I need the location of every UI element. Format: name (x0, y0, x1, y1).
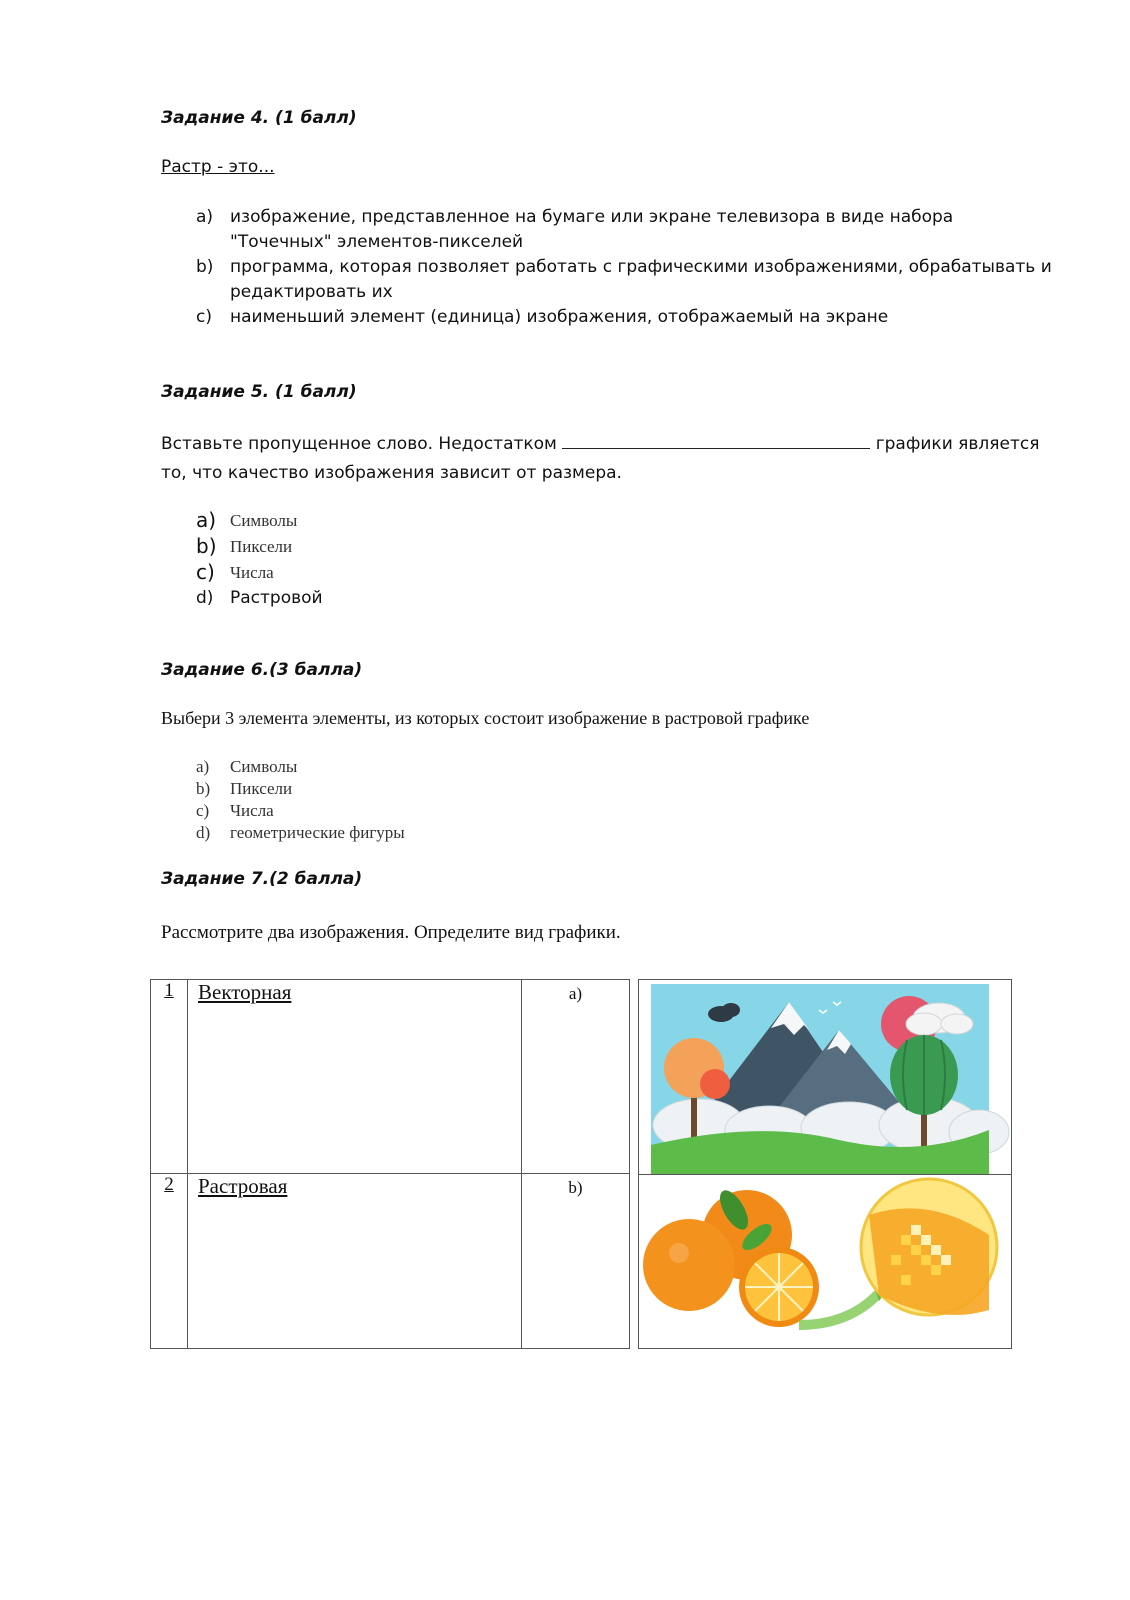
option-text: изображение, представленное на бумаге или экране телевизора в виде набора "Точечных" элементов-пикселей (230, 207, 954, 252)
graphics-type-label: Векторная (198, 980, 292, 1004)
image-letter-cell (522, 1174, 630, 1349)
task6-question: Выбери 3 элемента элементы, из которых состоит изображение в растровой графике (161, 708, 810, 728)
list-item (196, 756, 596, 778)
option-marker: a) (196, 508, 217, 532)
option-text: Символы (230, 757, 298, 776)
vector-landscape-image (639, 980, 1011, 1175)
row-number-cell (151, 1174, 188, 1349)
option-text: программа, которая позволяет работать с графическими изображениями, обрабатывать и редактировать их (230, 257, 1052, 302)
option-text: Растровой (230, 588, 323, 608)
task6-heading: Задание 6.(3 балла) (161, 660, 363, 680)
option-text: наименьший элемент (единица) изображения, отображаемый на экране (230, 307, 889, 327)
image-letter: a) (568, 984, 583, 1003)
task4-options (196, 205, 1056, 330)
task5-question-start: Вставьте пропущенное слово. Недостатком (161, 434, 557, 454)
task6-options (196, 756, 596, 844)
row-number: 1 (164, 980, 174, 1001)
option-marker: d) (196, 823, 211, 842)
row-number-cell (151, 980, 188, 1174)
task5-question-line2: то, что качество изображения зависит от размера. (161, 463, 622, 483)
list-item (196, 560, 596, 586)
task5-heading: Задание 5. (1 балл) (161, 382, 357, 402)
list-item (196, 305, 1056, 330)
option-marker: b) (196, 779, 211, 798)
table-row (151, 1174, 630, 1349)
raster-oranges-image (639, 1175, 1011, 1348)
task7-heading: Задание 7.(2 балла) (161, 869, 363, 889)
option-marker: b) (196, 534, 217, 558)
option-text: Числа (230, 563, 274, 582)
list-item (196, 205, 1056, 255)
option-marker: a) (196, 757, 210, 776)
list-item (196, 586, 596, 611)
option-text: Пиксели (230, 779, 293, 798)
image-letter-cell (522, 980, 630, 1174)
task5-options (196, 508, 596, 611)
graphics-type-cell (188, 1174, 522, 1349)
row-number: 2 (164, 1174, 174, 1195)
option-text: геометрические фигуры (230, 823, 405, 842)
option-marker: c) (196, 801, 210, 820)
list-item (196, 255, 1056, 305)
graphics-type-label: Растровая (198, 1174, 288, 1198)
task4-heading: Задание 4. (1 балл) (161, 108, 357, 128)
image-b-frame (638, 1174, 1012, 1349)
task5-question-end: графики является (875, 434, 1040, 454)
task5-question (161, 430, 1041, 488)
list-item (196, 534, 596, 560)
answer-table (150, 979, 630, 1349)
option-marker: c) (196, 307, 212, 327)
image-a-frame (638, 979, 1012, 1176)
option-marker: a) (196, 207, 214, 227)
graphics-type-cell (188, 980, 522, 1174)
option-marker: b) (196, 257, 214, 277)
image-letter: b) (568, 1178, 583, 1197)
option-marker: d) (196, 588, 214, 608)
answer-blank (562, 434, 870, 449)
list-item (196, 800, 596, 822)
table-row (151, 980, 630, 1174)
option-text: Числа (230, 801, 274, 820)
task4-question: Растр - это... (161, 157, 275, 177)
option-text: Пиксели (230, 537, 293, 556)
option-marker: c) (196, 560, 215, 584)
list-item (196, 778, 596, 800)
task7-question: Рассмотрите два изображения. Определите вид графики. (161, 922, 621, 943)
option-text: Символы (230, 511, 298, 530)
list-item (196, 508, 596, 534)
list-item (196, 822, 596, 844)
